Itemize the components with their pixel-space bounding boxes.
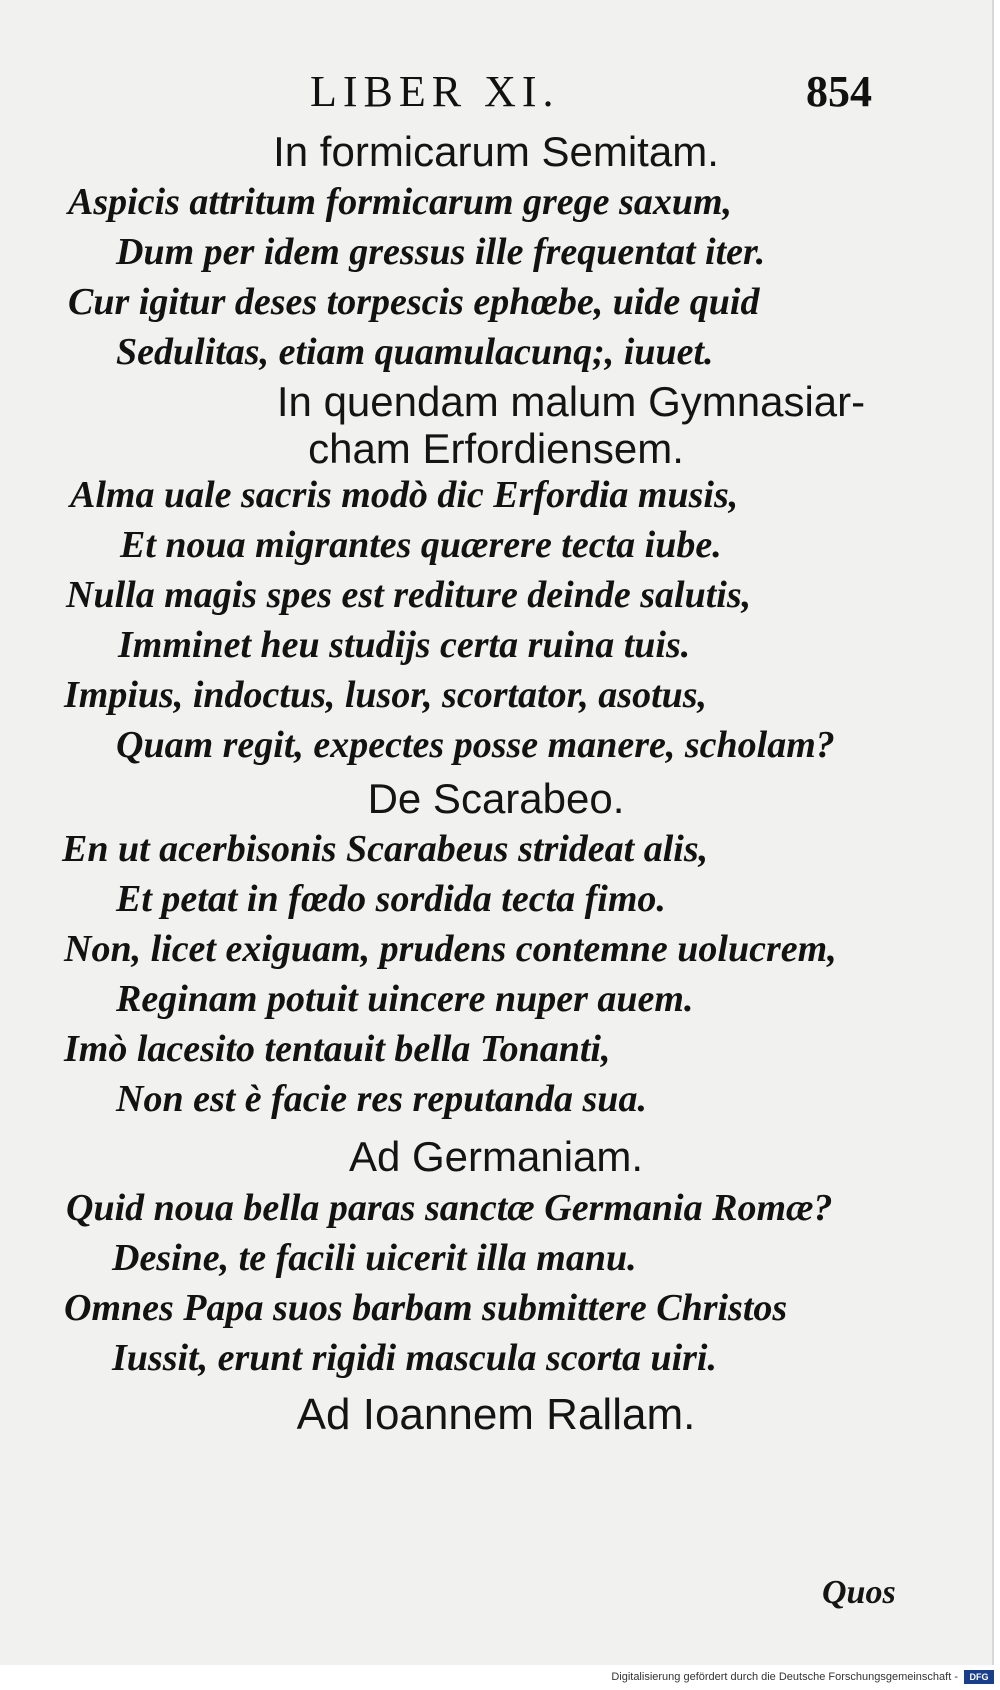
page-number: 854 bbox=[806, 67, 872, 116]
verse-line: En ut acerbisonis Scarabeus strideat alis, bbox=[62, 828, 709, 870]
verse-line: Imminet heu studijs certa ruina tuis. bbox=[118, 624, 691, 666]
page-header bbox=[0, 66, 992, 126]
verse-line: Quid noua bella paras sanctæ Germania Romæ? bbox=[66, 1187, 833, 1229]
poem-title: In formicarum Semitam. bbox=[273, 128, 719, 175]
verse-line: Imò lacesito tentauit bella Tonanti, bbox=[64, 1028, 611, 1070]
funding-credit: Digitalisierung gefördert durch die Deutsche Forschungsgemeinschaft - bbox=[611, 1671, 958, 1683]
running-title: LIBER XI. bbox=[310, 67, 560, 116]
verse-line: Desine, te facili uicerit illa manu. bbox=[112, 1237, 637, 1279]
verse-line: Dum per idem gressus ille frequentat iter. bbox=[116, 231, 766, 273]
verse-line: Non est è facie res reputanda sua. bbox=[116, 1078, 647, 1120]
poem-title-continuation: cham Erfordiensem. bbox=[308, 425, 684, 472]
verse-line: Reginam potuit uincere nuper auem. bbox=[116, 978, 694, 1020]
verse-line: Alma uale sacris modò dic Erfordia musis, bbox=[70, 474, 739, 516]
verse-line: Iussit, erunt rigidi mascula scorta uiri. bbox=[112, 1337, 717, 1379]
verse-line: Aspicis attritum formicarum grege saxum, bbox=[68, 181, 733, 223]
poem-title: In quendam malum Gymnasiar- bbox=[276, 378, 866, 425]
verse-line: Cur igitur deses torpescis ephœbe, uide quid bbox=[68, 281, 760, 323]
poem-title: Ad Ioannem Rallam. bbox=[296, 1390, 696, 1439]
poem-title: Ad Germaniam. bbox=[348, 1133, 644, 1180]
verse-line: Impius, indoctus, lusor, scortator, asotus, bbox=[64, 674, 708, 716]
verse-line: Quam regit, expectes posse manere, scholam? bbox=[116, 724, 835, 766]
dfg-logo-icon: DFG bbox=[964, 1670, 994, 1684]
verse-line: Et noua migrantes quærere tecta iube. bbox=[120, 524, 722, 566]
catchword: Quos bbox=[822, 1574, 896, 1611]
verse-line: Sedulitas, etiam quamulacunq;, iuuet. bbox=[116, 331, 714, 373]
verse-line: Non, licet exiguam, prudens contemne uolucrem, bbox=[64, 928, 837, 970]
verse-line: Omnes Papa suos barbam submittere Christos bbox=[64, 1287, 788, 1329]
verse-line: Nulla magis spes est rediture deinde salutis, bbox=[66, 574, 752, 616]
poem-title: De Scarabeo. bbox=[367, 775, 625, 822]
verse-line: Et petat in fœdo sordida tecta fimo. bbox=[116, 878, 666, 920]
digitization-footer bbox=[0, 1665, 1000, 1690]
